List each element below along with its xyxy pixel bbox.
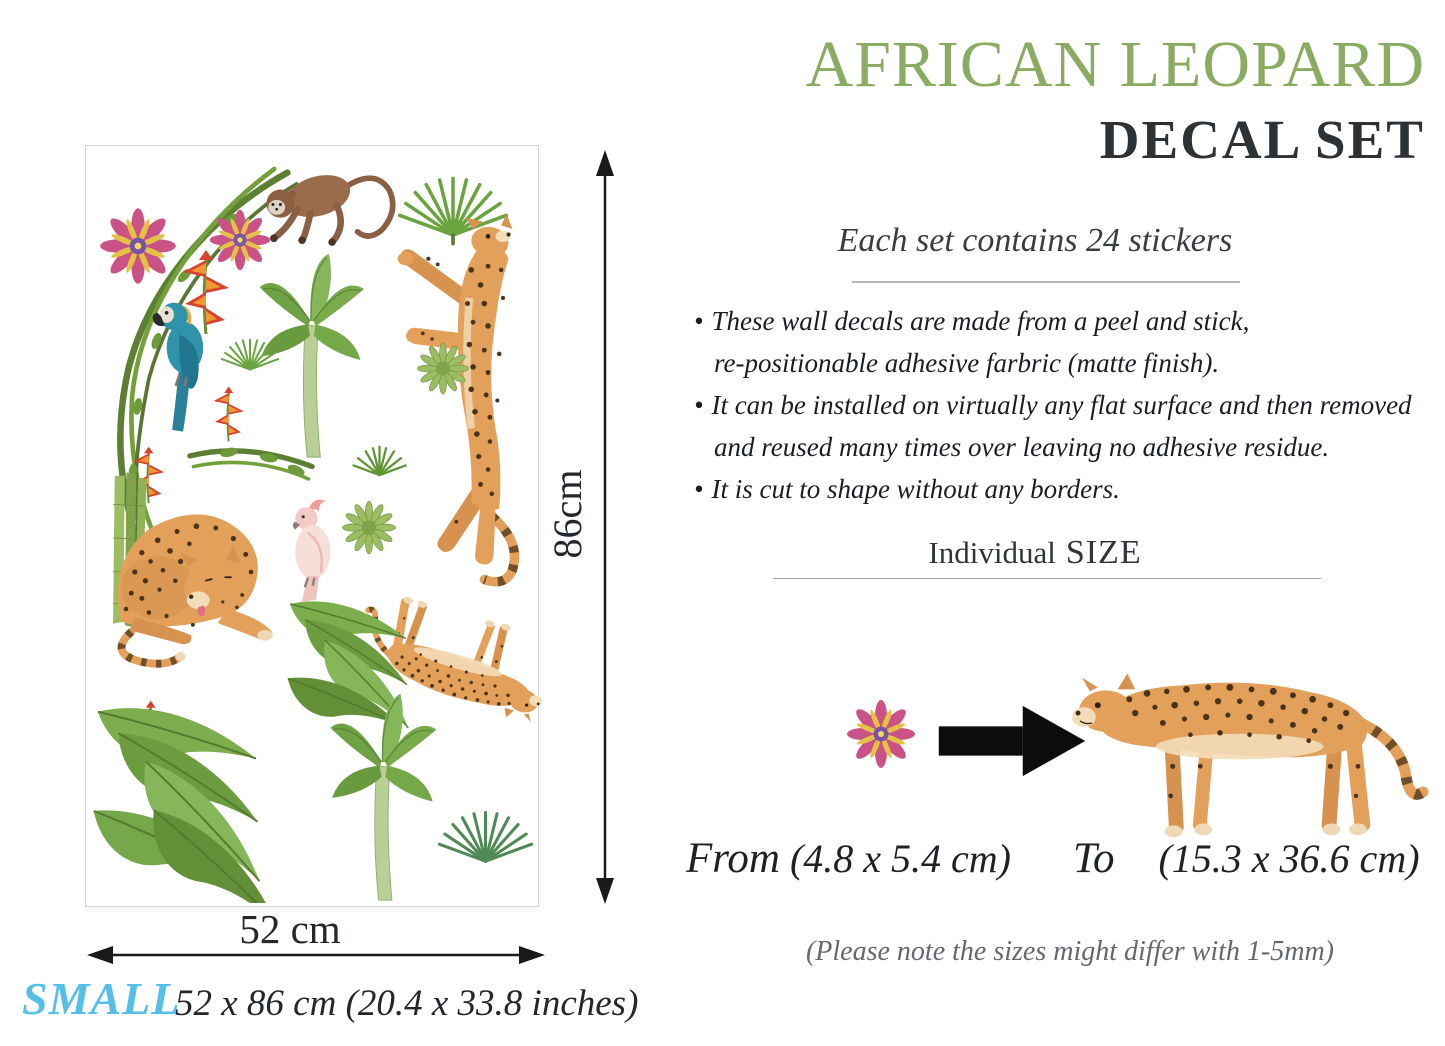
size-name-badge: SMALL (22, 973, 181, 1024)
bullet-text: It is cut to shape without any borders. (711, 474, 1120, 504)
banana-bunch-decal (412, 336, 474, 398)
bullet-item-continuation (694, 342, 1445, 384)
sitting-leopard-decal (96, 484, 281, 682)
set-contents-line: Each set contains 24 stickers (837, 222, 1233, 259)
pink-cockatoo-decal (284, 496, 340, 608)
banana-tree-decal (324, 686, 439, 904)
size-tolerance-note: (Please note the sizes might differ with 1-5mm) (805, 936, 1335, 967)
size-range-line (686, 834, 1442, 883)
bullet-item (694, 468, 1445, 510)
height-dimension-label: 86cm (545, 469, 590, 559)
agave-palm-decal (342, 436, 417, 480)
squirrel-monkey-decal (246, 151, 406, 259)
divider-line (773, 578, 1321, 579)
fan-palm-decal (438, 781, 533, 881)
fan-palm-decal (221, 326, 279, 376)
decal-sheet (85, 145, 539, 907)
feature-bullet-list (694, 300, 1445, 510)
to-label: To (1073, 835, 1115, 882)
passion-flower-decal (98, 206, 178, 286)
to-value: (15.3 x 36.6 cm) (1158, 836, 1420, 881)
bullet-dot: • (694, 306, 704, 336)
individual-size-heading (640, 534, 1430, 572)
from-label: From (686, 835, 780, 882)
bullet-dot: • (694, 390, 704, 420)
bullet-item-continuation (694, 426, 1445, 468)
passion-flower-icon (845, 693, 917, 775)
banana-leaves-decal (88, 698, 303, 903)
width-dimension-label: 52 cm (239, 906, 341, 952)
size-spec-text: 52 x 86 cm (20.4 x 33.8 inches) (175, 983, 639, 1024)
vertical-double-arrow-icon (592, 148, 618, 906)
walking-leopard-icon (1072, 648, 1437, 855)
from-value: (4.8 x 5.4 cm) (789, 836, 1012, 881)
bullet-text: re-positionable adhesive farbric (matte finish). (714, 348, 1220, 378)
banana-bunch-decal (336, 494, 402, 558)
heliconia-decal (208, 384, 248, 444)
individual-word: Individual (928, 535, 1056, 570)
bullet-item (694, 300, 1445, 342)
product-subtitle: DECAL SET (1099, 109, 1425, 170)
right-arrow-icon (938, 700, 1086, 782)
bullet-text: and reused many times over leaving no adhesive residue. (714, 432, 1330, 462)
divider-line (852, 281, 1240, 283)
bullet-text: These wall decals are made from a peel and stick, (711, 306, 1250, 336)
size-word: SIZE (1065, 534, 1142, 571)
climbing-leopard-decal (391, 214, 531, 587)
macaw-parrot-decal (152, 288, 216, 440)
product-title: AFRICAN LEOPARD (805, 28, 1425, 101)
bullet-item (694, 384, 1445, 426)
bullet-text: It can be installed on virtually any flat surface and then removed (711, 390, 1412, 420)
bullet-dot: • (694, 474, 704, 504)
